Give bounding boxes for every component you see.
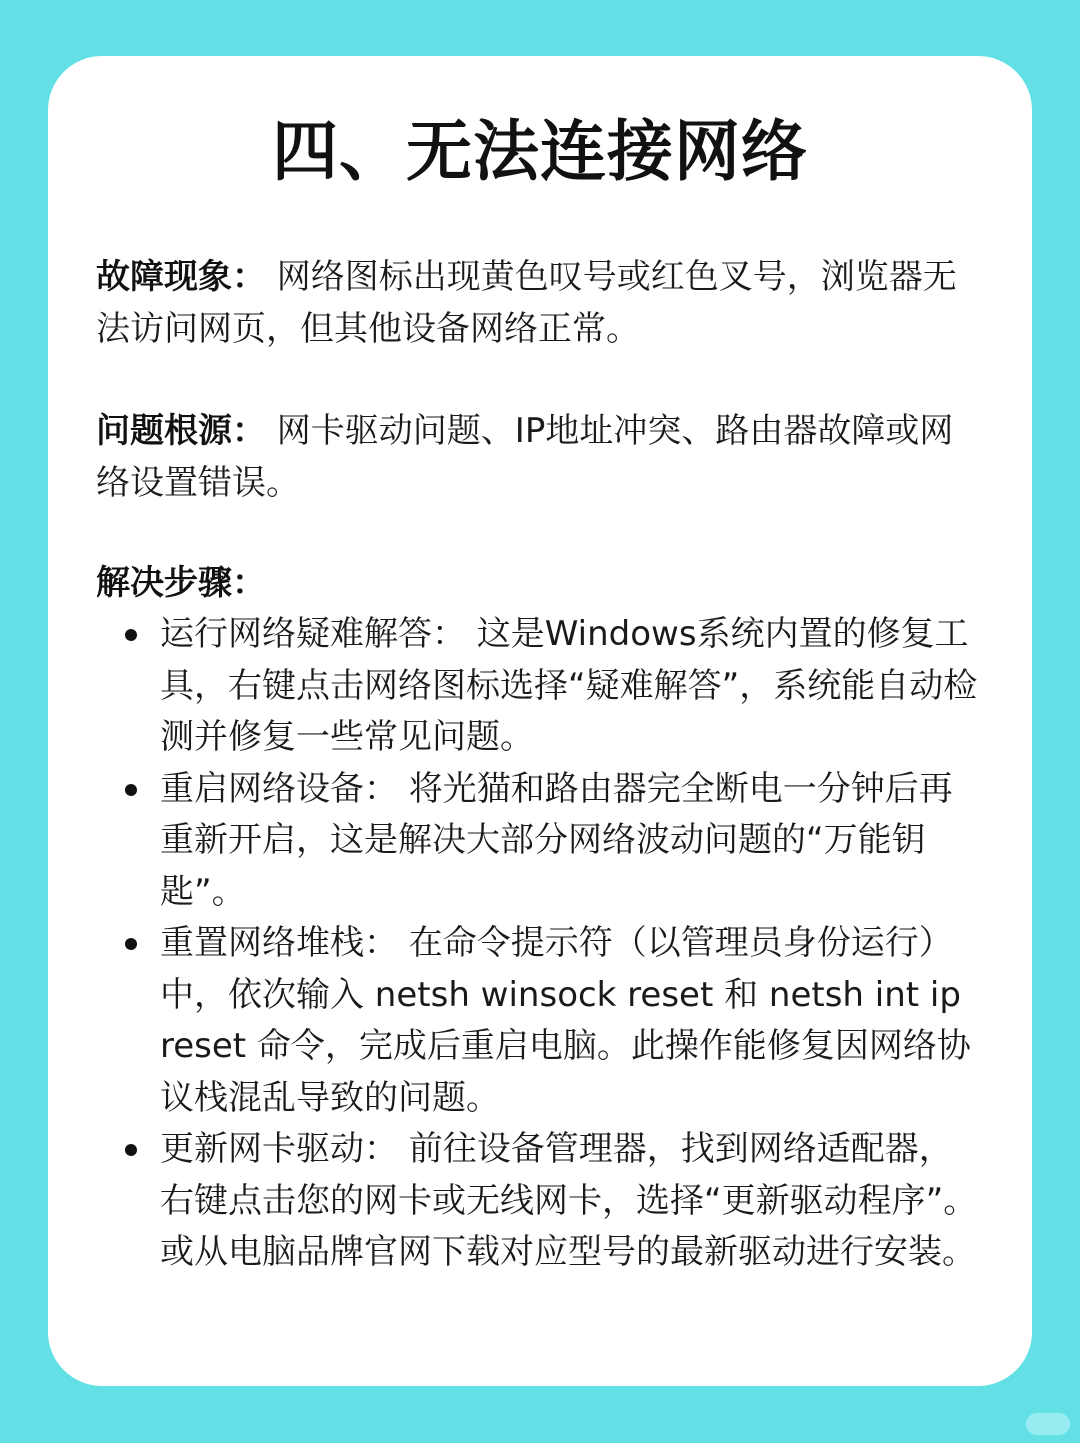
steps-heading: 解决步骤： bbox=[96, 563, 266, 603]
step-text: 在命令提示符（以管理员身份运行）中，依次输入 netsh winsock reset 和 netsh int ip reset 命令，完成后重启电脑。此操作能修复因网络协议栈混乱导致的问题。 bbox=[160, 923, 971, 1118]
step-label: 运行网络疑难解答： bbox=[160, 614, 466, 654]
page-title: 四、无法连接网络 bbox=[272, 113, 808, 190]
cause-text: 网卡驱动问题、IP地址冲突、路由器故障或网络设置错误。 bbox=[96, 411, 954, 503]
bullet-icon bbox=[125, 938, 137, 950]
list-item bbox=[96, 1124, 986, 1279]
cause-paragraph bbox=[96, 405, 980, 509]
step-text: 将光猫和路由器完全断电一分钟后再重新开启，这是解决大部分网络波动问题的“万能钥匙”。 bbox=[160, 768, 953, 912]
step-text: 前往设备管理器，找到网络适配器，右键点击您的网卡或无线网卡，选择“更新驱动程序”。或从电脑品牌官网下载对应型号的最新驱动进行安装。 bbox=[160, 1129, 978, 1272]
steps-list bbox=[96, 609, 986, 1279]
bullet-icon bbox=[125, 1144, 137, 1156]
bullet-icon bbox=[125, 784, 137, 796]
step-label: 重启网络设备： bbox=[160, 768, 398, 809]
step-text: 这是Windows系统内置的修复工具，右键点击网络图标选择“疑难解答”，系统能自动检测并修复一些常见问题。 bbox=[160, 614, 978, 757]
list-item bbox=[96, 918, 986, 1124]
bullet-icon bbox=[125, 629, 137, 641]
list-item bbox=[96, 764, 986, 919]
step-label: 重置网络堆栈： bbox=[160, 923, 398, 963]
watermark-badge bbox=[1026, 1413, 1070, 1435]
cause-label: 问题根源： bbox=[96, 411, 266, 451]
step-label: 更新网卡驱动： bbox=[160, 1129, 398, 1169]
symptom-paragraph bbox=[96, 251, 980, 355]
symptom-text: 网络图标出现黄色叹号或红色叉号，浏览器无法访问网页，但其他设备网络正常。 bbox=[96, 257, 957, 349]
list-item bbox=[96, 609, 986, 764]
symptom-label: 故障现象： bbox=[96, 257, 266, 297]
